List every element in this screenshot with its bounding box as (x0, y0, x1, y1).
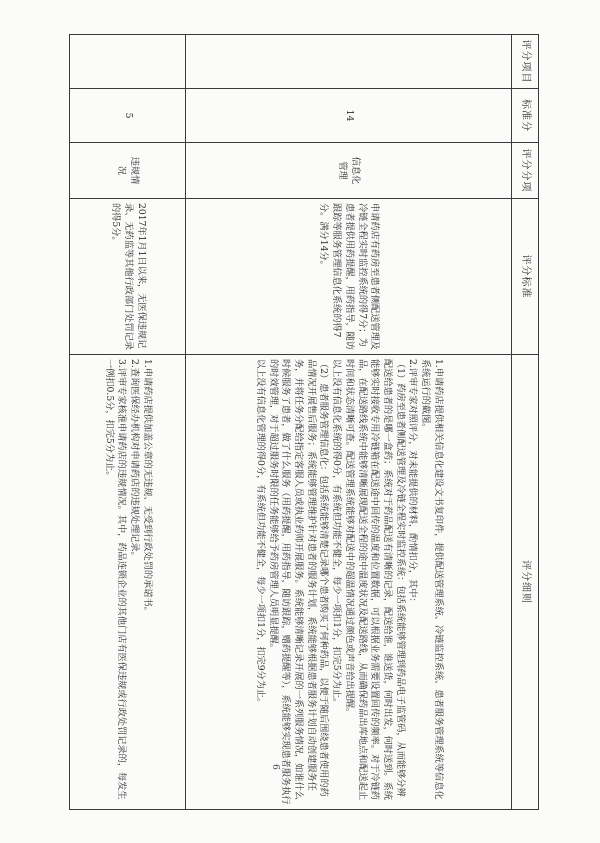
detail-paragraph: 1.申请药店提供加盖公章的无违规、无受到行政处罚的承诺书。 (141, 359, 153, 616)
header-details: 评分细则 (512, 355, 539, 810)
cell-details (186, 355, 512, 810)
detail-paragraph: 2.评审专家对照评分，对未能提供的材料，酌情扣分，其中： (407, 359, 419, 607)
cell-criteria: 申请药店有药房至患者侧配送管理及冷链全程实时监控系统的得7分；为患者提供用药提醒，用药指导，随访跟踪等服务管理信息化系统的得7分。满分14分。 (186, 199, 512, 355)
header-criteria: 评分标准 (512, 199, 539, 355)
cell-sub-item (70, 143, 186, 199)
page-number: 6 (269, 764, 280, 770)
detail-paragraph: （2）患者服务管理信息化：包括系统能够清楚记录哪个患者购买了何种药品，以便于随后围绕患者使用的药品情况开展售后服务；系统能够管理维护针对患者的服务计划，系统能够根据患者服务计划自动创建服务任务，并将任务分配给指定客服人员或执业药师开展服务。系统能够清晰记录开展的一系列服务情况，如谁什么时候服务了患者，做了什么服务（用药提醒，用药指导，随访跟踪，赠药提醒等），系统能够实现患者服务执行的时效管理，对于超过服务时限的任务能够给予药房管理人员明显提醒。 (267, 359, 330, 805)
scoring-table (69, 34, 539, 810)
sub-item-label: 信息化管理 (337, 156, 362, 185)
detail-paragraph: 以上没有信息化系统的得0分，有系统但功能不健全，每少一项扣1分，扣完5分为止。 (331, 359, 343, 708)
cell-project (70, 35, 186, 89)
rotated-sheet (69, 34, 539, 809)
cell-criteria: 2017年1月1日以来，无医保违规记录、无药监等其他行政部门处罚记录的得5分。 (70, 199, 186, 355)
cell-details (70, 355, 186, 810)
header-sub-item: 评分分项 (512, 143, 539, 199)
table-row (186, 35, 512, 810)
cell-project (186, 35, 512, 89)
header-project: 评分项目 (512, 35, 539, 89)
cell-sub-item (186, 143, 512, 199)
sub-item-label: 违规情况 (116, 156, 141, 185)
detail-paragraph: 以上没有信息化管理的得0分，有系统但功能不健全，每少一项扣1分，扣完9分为止。 (255, 359, 267, 708)
table-row (70, 35, 186, 810)
detail-paragraph: 1.申请药店提供相关信息化建设文书复印件，提供配送管理系统、冷链监控系统、患者服务管理系统等信息化系统运行的截图。 (419, 359, 444, 800)
detail-paragraph: 2.查询医保经办机构对申请药店的违规处理记录。 (129, 359, 141, 561)
detail-paragraph: 3.评审专家核准申请药店的违规情况。其中，药品连锁企业的其他门店有医保违规或行政处罚记录的，每发生一例扣0.5分，扣完5分为止。 (103, 359, 128, 800)
detail-paragraph: （1）药房至患者侧配送管理及冷链全程实时监控系统：包括系统能够管理到药品电子监管码，从而能够分辨配送给患者的是哪一盒药；系统对于药品配送有清晰的记录，配送给谁，谁送货，何时出发，何时送到。系统能够实时接收专用冷链箱在配送途中回传的温度和位置数据，可以根据业务需要设置回传的频率。对于冷链药品，在配送路线系统中能够清晰展现配送全程的途中温度状况及配送路线，从而确保药品出库地点和配送起止时间和状态清晰可查。配送管理系统能够对配送中的超温情况通过颜色或声音给出提醒。 (343, 359, 406, 800)
cell-standard-score: 14 (186, 89, 512, 143)
cell-standard-score: 5 (70, 89, 186, 143)
header-standard-score: 标准分 (512, 89, 539, 143)
table-header-row (512, 35, 539, 810)
